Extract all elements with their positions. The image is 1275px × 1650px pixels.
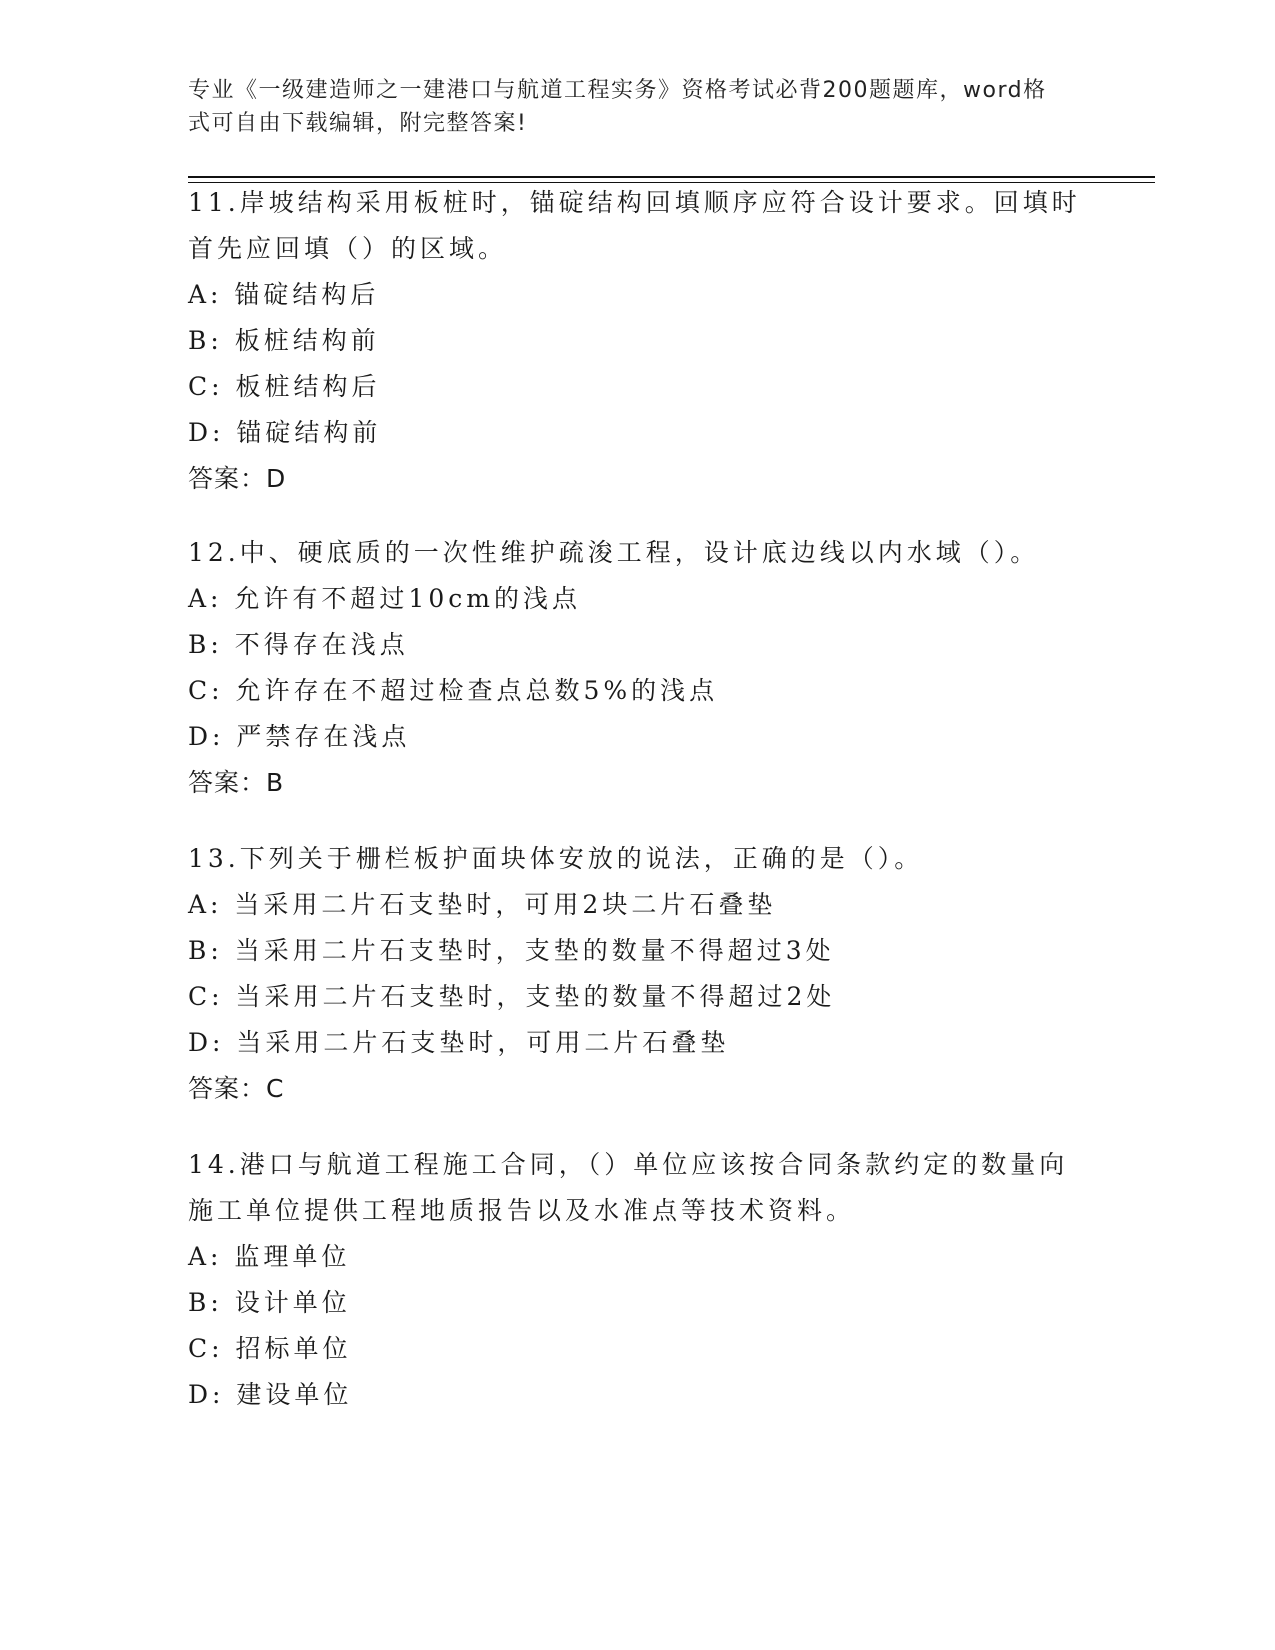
option-c: C: 招标单位 <box>188 1334 352 1363</box>
answer: 答案：C <box>188 1074 285 1103</box>
option-d: D: 当采用二片石支垫时，可用二片石叠垫 <box>188 1028 730 1057</box>
header-rule-thick <box>188 176 1155 178</box>
question-block-13 <box>188 836 1088 1112</box>
option-a: A: 当采用二片石支垫时，可用2块二片石叠垫 <box>188 890 777 919</box>
option-a: A: 允许有不超过10cm的浅点 <box>188 584 581 613</box>
option-b: B: 设计单位 <box>188 1288 351 1317</box>
option-a: A: 监理单位 <box>188 1242 351 1271</box>
answer: 答案：B <box>188 768 285 797</box>
option-d: D: 锚碇结构前 <box>188 418 382 447</box>
option-d: D: 严禁存在浅点 <box>188 722 411 751</box>
option-c: C: 当采用二片石支垫时，支垫的数量不得超过2处 <box>188 982 836 1011</box>
document-header: 专业《一级建造师之一建港口与航道工程实务》资格考试必背200题题库，word格式可自由下载编辑，附完整答案! <box>188 78 1047 136</box>
question-block-12 <box>188 530 1088 806</box>
option-b: B: 当采用二片石支垫时，支垫的数量不得超过3处 <box>188 936 835 965</box>
answer: 答案：D <box>188 464 287 493</box>
option-c: C: 板桩结构后 <box>188 372 381 401</box>
option-b: B: 不得存在浅点 <box>188 630 409 659</box>
question-stem: 13.下列关于栅栏板护面块体安放的说法，正确的是（）。 <box>188 844 924 873</box>
option-c: C: 允许存在不超过检查点总数5%的浅点 <box>188 676 719 705</box>
option-b: B: 板桩结构前 <box>188 326 380 355</box>
option-d: D: 建设单位 <box>188 1380 353 1409</box>
question-block-14 <box>188 1142 1088 1418</box>
question-stem: 14.港口与航道工程施工合同，（）单位应该按合同条款约定的数量向施工单位提供工程地质报告以及水准点等技术资料。 <box>188 1150 1069 1225</box>
question-block-11 <box>188 180 1088 502</box>
option-a: A: 锚碇结构后 <box>188 280 380 309</box>
question-stem: 12.中、硬底质的一次性维护疏浚工程，设计底边线以内水域（）。 <box>188 538 1040 567</box>
question-stem: 11.岸坡结构采用板桩时，锚碇结构回填顺序应符合设计要求。回填时首先应回填（）的区域。 <box>188 188 1081 263</box>
